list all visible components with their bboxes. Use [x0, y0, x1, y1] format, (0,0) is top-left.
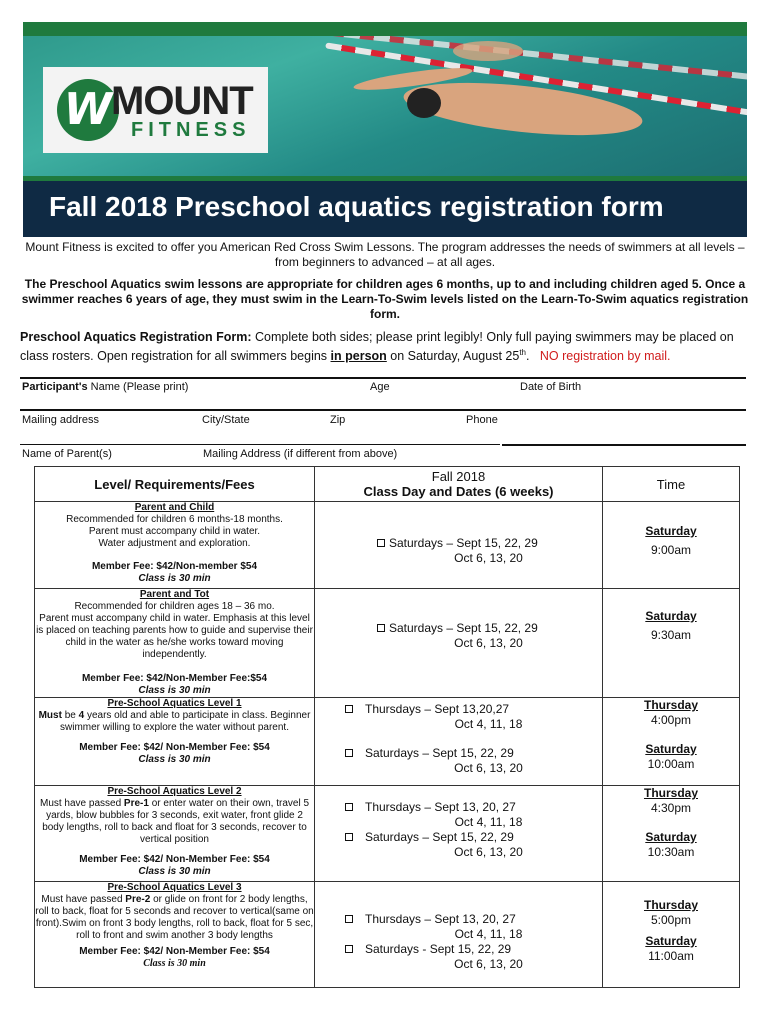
schedule-table — [34, 466, 740, 988]
dates-cell: Saturdays – Sept 15, 22, 29 Oct 6, 13, 20 — [315, 502, 603, 589]
time-cell: Saturday 9:30am — [603, 589, 740, 698]
header-time: Time — [603, 467, 740, 502]
header-level: Level/ Requirements/Fees — [35, 467, 315, 502]
logo-emblem-icon: W — [57, 79, 119, 141]
form-rule — [502, 444, 746, 446]
logo-wordmark-mount: MOUNT — [111, 79, 253, 123]
no-mail-notice: NO registration by mail. — [539, 349, 671, 364]
table-header-row — [35, 467, 740, 502]
checkbox[interactable] — [345, 803, 353, 811]
mount-fitness-logo — [43, 67, 268, 153]
form-rule — [20, 377, 746, 379]
level-cell: Pre-School Aquatics Level 2 Must have passed Pre-1 or enter water on their own, travel 5 yards, blow bubbles for 3 seconds, exit water, front glide 2 body lengths, roll to back and float for 3 seconds, recover to vertical position Member Fee: $42/ Non-Member Fee: $54 Class is 30 min — [35, 786, 315, 882]
swimmer-figure — [453, 41, 523, 61]
form-rule — [20, 409, 746, 411]
intro-paragraph: Mount Fitness is excited to offer you American Red Cross Swim Lessons. The program addresses the needs of swimmers at all levels – from beginners to advanced – at all ages. — [25, 240, 745, 269]
dates-cell: Thursdays – Sept 13, 20, 27 Oct 4, 11, 18 Saturdays - Sept 15, 22, 29 Oct 6, 13, 20 — [315, 882, 603, 988]
table-row — [35, 882, 740, 988]
phone-label: Phone — [466, 414, 498, 426]
date-option[interactable]: Saturdays – Sept 15, 22, 29 — [315, 621, 602, 636]
table-row — [35, 502, 740, 589]
checkbox[interactable] — [377, 624, 385, 632]
table-row — [35, 698, 740, 786]
alt-mailing-label: Mailing Address (if different from above) — [203, 448, 398, 460]
date-suffix: th — [519, 348, 526, 357]
header-dates: Fall 2018 Class Day and Dates (6 weeks) — [315, 467, 603, 502]
registration-text: Complete both sides; please print legibly! Only full paying swimmers may be placed on class rosters. Open registration for all swimmers begins — [20, 330, 734, 364]
registration-instructions: Preschool Aquatics Registration Form: Complete both sides; please print legibly! Only full paying swimmers may be placed on class rosters. Open registration for all swimmers begins in person on Saturday, August 25th. NO registration by mail. — [20, 330, 734, 364]
checkbox[interactable] — [345, 705, 353, 713]
form-rule — [20, 444, 500, 445]
date-option[interactable]: Saturdays - Sept 15, 22, 29 — [315, 942, 602, 957]
participant-name-label: Participant's Name (Please print) — [22, 381, 189, 393]
participant-input-area[interactable] — [20, 394, 746, 408]
checkbox[interactable] — [345, 945, 353, 953]
date-option[interactable]: Thursdays – Sept 13,20,27 — [315, 702, 602, 717]
dates-cell: Saturdays – Sept 15, 22, 29 Oct 6, 13, 20 — [315, 589, 603, 698]
address-input-area[interactable] — [20, 427, 746, 441]
checkbox[interactable] — [345, 915, 353, 923]
dates-cell: Thursdays – Sept 13, 20, 27 Oct 4, 11, 18 Saturdays – Sept 15, 22, 29 Oct 6, 13, 20 — [315, 786, 603, 882]
level-cell: Pre-School Aquatics Level 1 Must be 4 years old and able to participate in class. Beginner swimmer willing to explore the water without parent. Member Fee: $42/ Non-Member Fee: $54 Class is 30 min — [35, 698, 315, 786]
registration-label: Preschool Aquatics Registration Form: — [20, 330, 252, 344]
checkbox[interactable] — [377, 539, 385, 547]
date-option[interactable]: Saturdays – Sept 15, 22, 29 — [315, 536, 602, 551]
time-cell: Saturday 9:00am — [603, 502, 740, 589]
in-person-emphasis: in person — [330, 349, 387, 364]
dob-label: Date of Birth — [520, 381, 582, 393]
date-option[interactable]: Saturdays – Sept 15, 22, 29 — [315, 830, 602, 845]
swim-cap — [407, 88, 441, 118]
level-cell: Parent and Child Recommended for children 6 months-18 months. Parent must accompany child in water. Water adjustment and exploration. Member Fee: $42/Non-member $54 Class is 30 min — [35, 502, 315, 589]
parent-name-label: Name of Parent(s) — [22, 448, 112, 460]
checkbox[interactable] — [345, 749, 353, 757]
date-option[interactable]: Thursdays – Sept 13, 20, 27 — [315, 912, 602, 927]
age-label: Age — [370, 381, 390, 393]
page-title: Fall 2018 Preschool aquatics registration form — [49, 191, 664, 222]
checkbox[interactable] — [345, 833, 353, 841]
table-row — [35, 589, 740, 698]
age-eligibility-paragraph: The Preschool Aquatics swim lessons are appropriate for children ages 6 months, up to and including children aged 5. Once a swimmer reaches 6 years of age, they must swim in the Learn-To-Swim levels listed on the Learn-To-Swim aquatics registration form. — [21, 277, 749, 321]
dates-cell: Thursdays – Sept 13,20,27 Oct 4, 11, 18 Saturdays – Sept 15, 22, 29 Oct 6, 13, 20 — [315, 698, 603, 786]
time-cell: Thursday 4:30pm Saturday 10:30am — [603, 786, 740, 882]
registration-date: on Saturday, August 25 — [386, 349, 520, 364]
title-bar — [23, 181, 747, 237]
top-accent-bar — [23, 22, 747, 36]
time-cell: Thursday 4:00pm Saturday 10:00am — [603, 698, 740, 786]
level-cell: Parent and Tot Recommended for children ages 18 – 36 mo. Parent must accompany child in water. Emphasis at this level is placed on teaching parents how to guide and supervise their child in the water as he/she works toward moving independently. Member Fee: $42/Non-Member Fee:$54 Class is 30 min — [36, 589, 313, 696]
date-option[interactable]: Saturdays – Sept 15, 22, 29 — [315, 746, 602, 761]
table-row — [35, 786, 740, 882]
level-cell: Pre-School Aquatics Level 3 Must have passed Pre-2 or glide on front for 2 body lengths, roll to back, float for 5 seconds and recover to vertical(same on front).Swim on front 3 body lengths, roll to back, float for 5 sec, roll to front and swim another 3 body lengths Member Fee: $42/ Non-Member Fee: $54 Class is 30 min — [35, 882, 315, 988]
time-cell: Thursday 5:00pm Saturday 11:00am — [603, 882, 740, 988]
date-option[interactable]: Thursdays – Sept 13, 20, 27 — [315, 800, 602, 815]
mailing-address-label: Mailing address — [22, 414, 100, 426]
logo-wordmark-fitness: FITNESS — [131, 119, 251, 141]
zip-label: Zip — [330, 414, 346, 426]
city-state-label: City/State — [202, 414, 250, 426]
